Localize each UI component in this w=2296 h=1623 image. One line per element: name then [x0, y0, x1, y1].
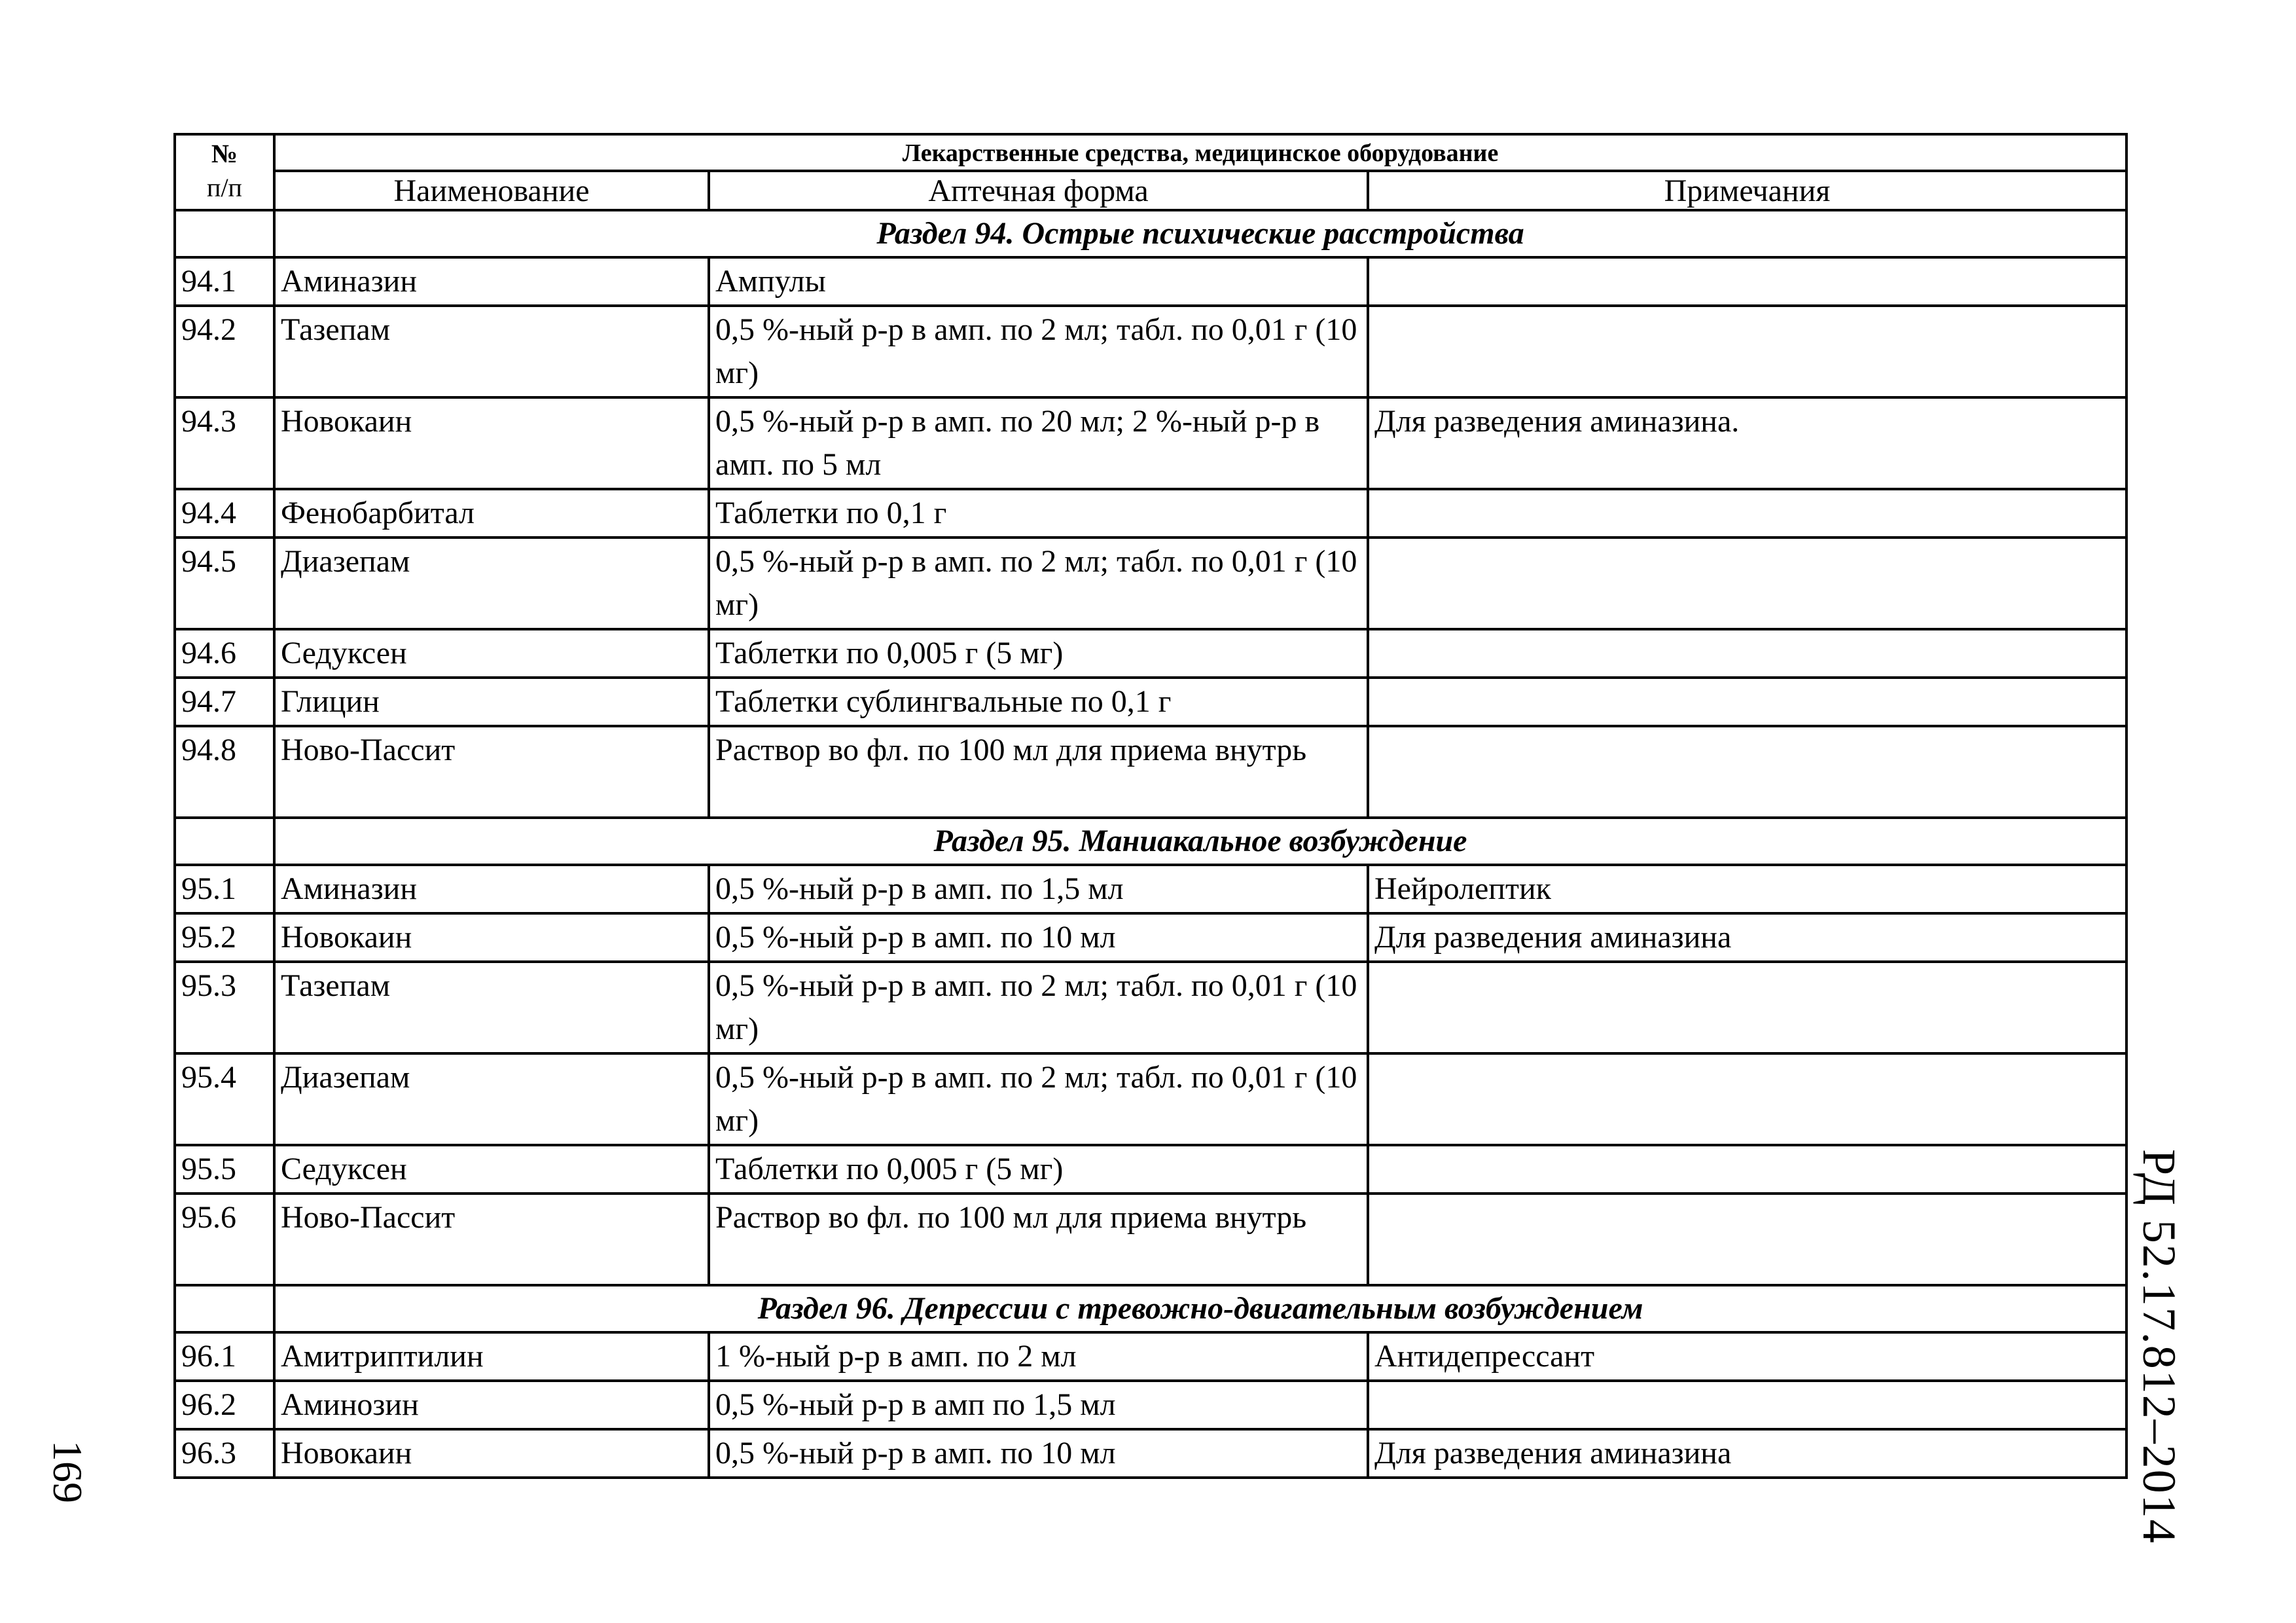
dosage-form: 0,5 %-ный р-р в амп. по 2 мл; табл. по 0,01 г (10 мг) [709, 962, 1368, 1053]
header-col-name: Наименование [274, 171, 709, 210]
header-group-title: Лекарственные средства, медицинское оборудование [274, 134, 2126, 171]
row-number: 94.8 [175, 726, 274, 818]
table-row [175, 1381, 2126, 1429]
table-row [175, 397, 2126, 489]
notes: Для разведения аминазина [1368, 913, 2126, 962]
medicine-name: Тазепам [274, 306, 709, 397]
notes [1368, 1194, 2126, 1285]
section-title: Раздел 95. Маниакальное возбуждение [274, 818, 2126, 865]
table-row [175, 1145, 2126, 1194]
row-number: 95.4 [175, 1053, 274, 1145]
notes [1368, 962, 2126, 1053]
row-number: 94.7 [175, 678, 274, 726]
medicine-name: Глицин [274, 678, 709, 726]
notes [1368, 257, 2126, 306]
notes: Нейролептик [1368, 865, 2126, 913]
header-col-form: Аптечная форма [709, 171, 1368, 210]
notes: Для разведения аминазина. [1368, 397, 2126, 489]
dosage-form: 1 %-ный р-р в амп. по 2 мл [709, 1332, 1368, 1381]
notes [1368, 1145, 2126, 1194]
medicine-name: Тазепам [274, 962, 709, 1053]
notes [1368, 538, 2126, 629]
medicine-name: Ново-Пассит [274, 726, 709, 818]
notes: Антидепрессант [1368, 1332, 2126, 1381]
medicine-name: Фенобарбитал [274, 489, 709, 538]
notes [1368, 726, 2126, 818]
header-row-group [175, 134, 2126, 171]
medicine-name: Диазепам [274, 538, 709, 629]
row-number: 96.2 [175, 1381, 274, 1429]
dosage-form: Ампулы [709, 257, 1368, 306]
notes: Для разведения аминазина [1368, 1429, 2126, 1478]
table-row [175, 629, 2126, 678]
table-row [175, 865, 2126, 913]
dosage-form: 0,5 %-ный р-р в амп. по 10 мл [709, 1429, 1368, 1478]
row-number: 95.2 [175, 913, 274, 962]
section-title: Раздел 96. Депрессии с тревожно-двигательным возбуждением [274, 1285, 2126, 1332]
dosage-form: 0,5 %-ный р-р в амп. по 2 мл; табл. по 0,01 г (10 мг) [709, 538, 1368, 629]
header-col-notes: Примечания [1368, 171, 2126, 210]
dosage-form: Таблетки по 0,1 г [709, 489, 1368, 538]
table-row [175, 962, 2126, 1053]
medicine-name: Аминазин [274, 865, 709, 913]
section-num-cell [175, 818, 274, 865]
dosage-form: Раствор во фл. по 100 мл для приема внутрь [709, 726, 1368, 818]
header-num-cell [175, 134, 274, 210]
row-number: 96.1 [175, 1332, 274, 1381]
table-row [175, 1194, 2126, 1285]
dosage-form: 0,5 %-ный р-р в амп. по 2 мл; табл. по 0,01 г (10 мг) [709, 1053, 1368, 1145]
dosage-form: Таблетки по 0,005 г (5 мг) [709, 1145, 1368, 1194]
table-body [175, 134, 2126, 1478]
table-row [175, 1053, 2126, 1145]
medicine-name: Новокаин [274, 397, 709, 489]
row-number: 96.3 [175, 1429, 274, 1478]
medicine-name: Новокаин [274, 913, 709, 962]
dosage-form: 0,5 %-ный р-р в амп. по 1,5 мл [709, 865, 1368, 913]
section-num-cell [175, 210, 274, 257]
table-row [175, 726, 2126, 818]
row-number: 95.6 [175, 1194, 274, 1285]
header-num-label: п/п [207, 173, 242, 202]
notes [1368, 1053, 2126, 1145]
row-number: 94.1 [175, 257, 274, 306]
header-row-columns [175, 171, 2126, 210]
row-number: 94.3 [175, 397, 274, 489]
dosage-form: 0,5 %-ный р-р в амп. по 10 мл [709, 913, 1368, 962]
table-row [175, 1429, 2126, 1478]
dosage-form: Раствор во фл. по 100 мл для приема внутрь [709, 1194, 1368, 1285]
row-number: 94.4 [175, 489, 274, 538]
dosage-form: 0,5 %-ный р-р в амп по 1,5 мл [709, 1381, 1368, 1429]
dosage-form: Таблетки сублингвальные по 0,1 г [709, 678, 1368, 726]
page-number: 169 [45, 1440, 91, 1503]
medicine-name: Аминазин [274, 257, 709, 306]
section-row [175, 1285, 2126, 1332]
table-row [175, 489, 2126, 538]
row-number: 95.5 [175, 1145, 274, 1194]
dosage-form: Таблетки по 0,005 г (5 мг) [709, 629, 1368, 678]
table-row [175, 306, 2126, 397]
medicine-name: Ново-Пассит [274, 1194, 709, 1285]
notes [1368, 1381, 2126, 1429]
section-title: Раздел 94. Острые психические расстройства [274, 210, 2126, 257]
document-code: РД 52.17.812–2014 [2133, 1149, 2185, 1544]
medicine-name: Диазепам [274, 1053, 709, 1145]
row-number: 95.1 [175, 865, 274, 913]
notes [1368, 678, 2126, 726]
table-row [175, 678, 2126, 726]
row-number: 95.3 [175, 962, 274, 1053]
table-row [175, 257, 2126, 306]
notes [1368, 489, 2126, 538]
medicine-name: Седуксен [274, 1145, 709, 1194]
section-row [175, 210, 2126, 257]
dosage-form: 0,5 %-ный р-р в амп. по 2 мл; табл. по 0,01 г (10 мг) [709, 306, 1368, 397]
table-row [175, 1332, 2126, 1381]
notes [1368, 306, 2126, 397]
header-num-symbol: № [211, 139, 238, 168]
table-row [175, 538, 2126, 629]
medicine-name: Седуксен [274, 629, 709, 678]
medicine-name: Новокаин [274, 1429, 709, 1478]
medicine-name: Амитриптилин [274, 1332, 709, 1381]
section-num-cell [175, 1285, 274, 1332]
row-number: 94.2 [175, 306, 274, 397]
section-row [175, 818, 2126, 865]
medicines-table [173, 133, 2128, 1479]
dosage-form: 0,5 %-ный р-р в амп. по 20 мл; 2 %-ный р-р в амп. по 5 мл [709, 397, 1368, 489]
row-number: 94.5 [175, 538, 274, 629]
table-row [175, 913, 2126, 962]
notes [1368, 629, 2126, 678]
row-number: 94.6 [175, 629, 274, 678]
medicine-name: Аминозин [274, 1381, 709, 1429]
